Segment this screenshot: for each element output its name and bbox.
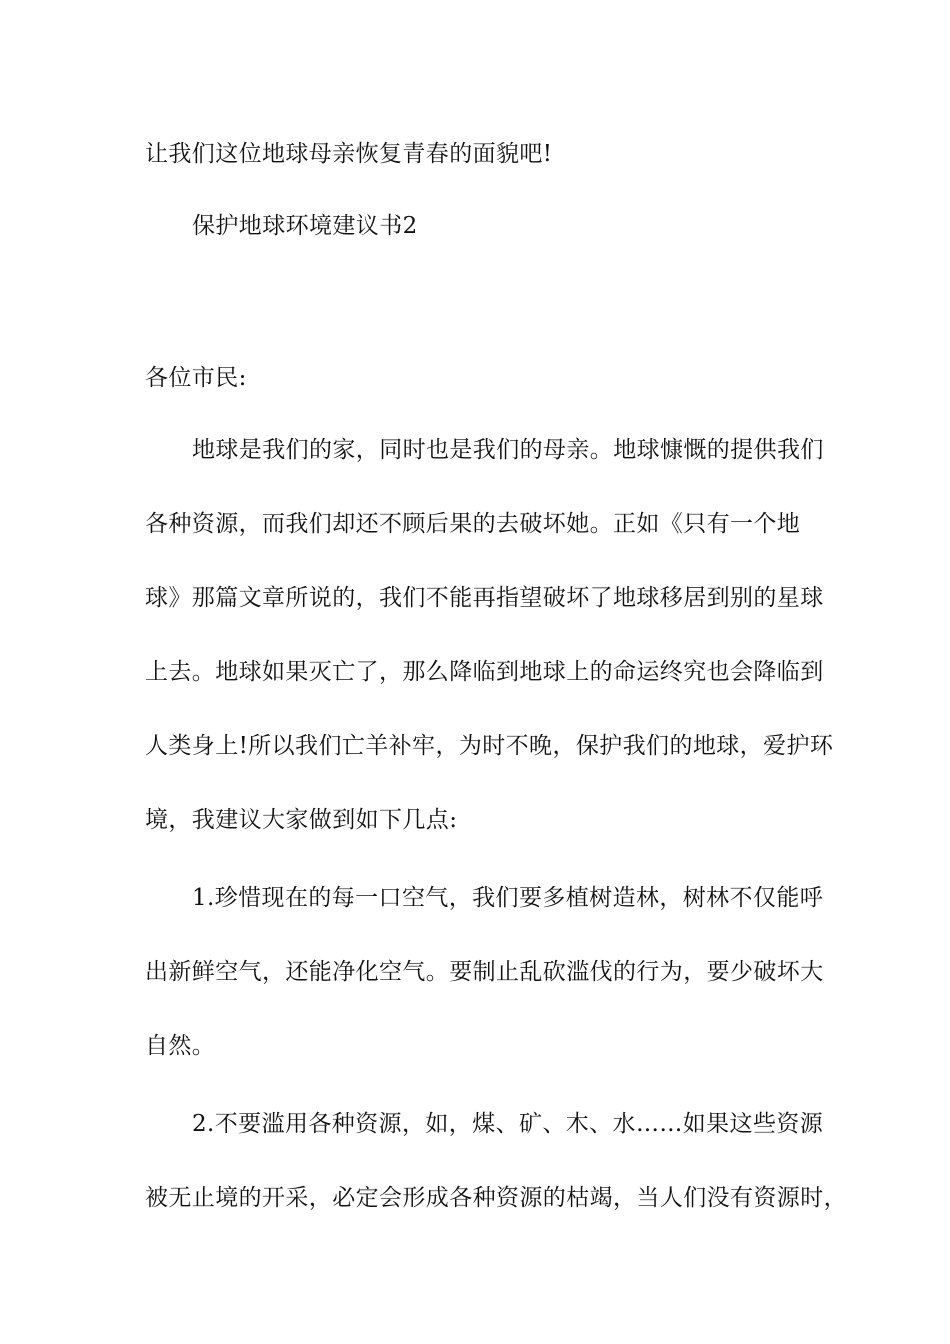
closing-line: 让我们这位地球母亲恢复青春的面貌吧! bbox=[145, 141, 553, 167]
salutation: 各位市民: bbox=[145, 365, 247, 391]
paragraph-1-line-2: 各种资源，而我们却还不顾后果的去破坏她。正如《只有一个地 bbox=[145, 511, 801, 537]
paragraph-1-line-3: 球》那篇文章所说的，我们不能再指望破坏了地球移居到别的星球 bbox=[145, 585, 824, 611]
paragraph-2-line-2: 出新鲜空气，还能净化空气。要制止乱砍滥伐的行为，要少破坏大 bbox=[145, 959, 824, 985]
paragraph-1-line-5: 人类身上!所以我们亡羊补牢，为时不晚，保护我们的地球，爱护环 bbox=[145, 733, 834, 759]
paragraph-3-line-2: 被无止境的开采，必定会形成各种资源的枯竭，当人们没有资源时， bbox=[145, 1185, 847, 1211]
paragraph-1-line-6: 境，我建议大家做到如下几点: bbox=[145, 807, 458, 833]
document-title: 保护地球环境建议书2 bbox=[192, 213, 418, 239]
paragraph-2-line-1: 1.珍惜现在的每一口空气，我们要多植树造林，树林不仅能呼 bbox=[192, 885, 824, 911]
paragraph-1-line-1: 地球是我们的家，同时也是我们的母亲。地球慷慨的提供我们 bbox=[192, 437, 824, 463]
paragraph-1-line-4: 上去。地球如果灭亡了，那么降临到地球上的命运终究也会降临到 bbox=[145, 659, 824, 685]
paragraph-2-line-3: 自然。 bbox=[145, 1033, 216, 1059]
paragraph-3-line-1: 2.不要滥用各种资源，如，煤、矿、木、水……如果这些资源 bbox=[192, 1111, 824, 1137]
